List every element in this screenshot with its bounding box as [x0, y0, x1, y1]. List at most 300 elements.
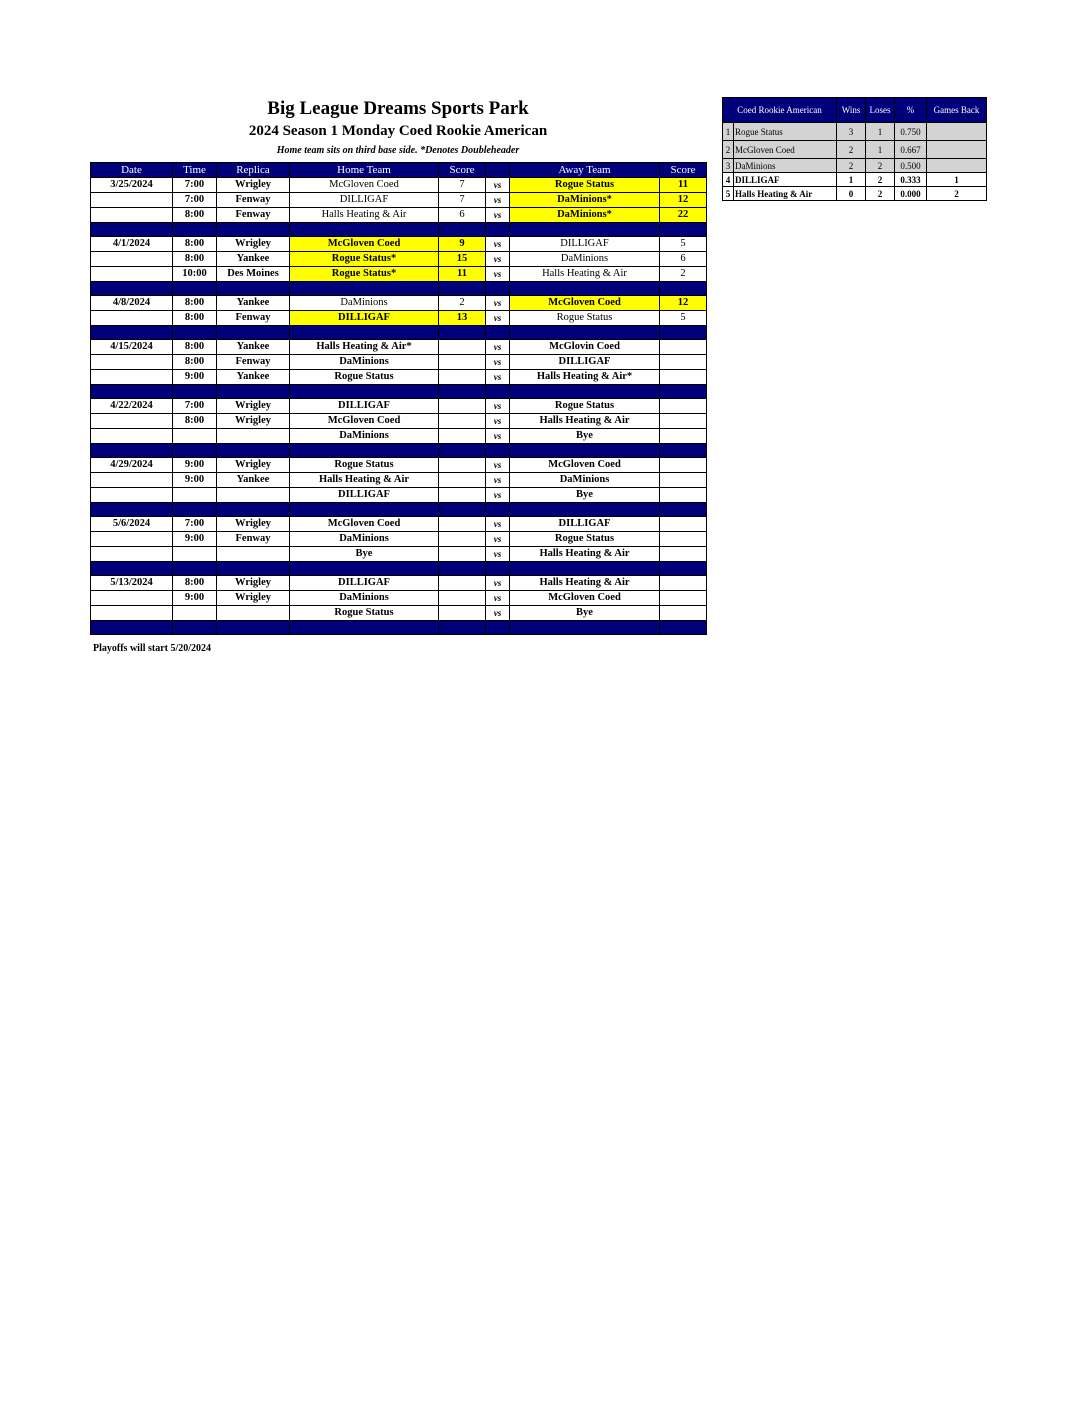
separator-cell: [486, 562, 510, 576]
separator-cell: [91, 562, 173, 576]
game-date: 4/8/2024: [91, 296, 173, 311]
away-score: 12: [660, 193, 707, 208]
game-row: [91, 355, 707, 370]
home-score: 6: [439, 208, 486, 223]
game-time: 8:00: [173, 355, 217, 370]
separator-cell: [290, 326, 439, 340]
vs-label: vs: [486, 355, 510, 370]
game-row: [91, 606, 707, 621]
away-team: Rogue Status: [510, 532, 660, 547]
home-score: [439, 591, 486, 606]
col-date: Date: [91, 163, 173, 178]
separator-cell: [486, 223, 510, 237]
col-away-score: Score: [660, 163, 707, 178]
game-replica: Yankee: [217, 296, 290, 311]
home-score: 11: [439, 267, 486, 282]
game-row: [91, 340, 707, 355]
home-score: [439, 576, 486, 591]
standings-games-back: [927, 159, 987, 173]
separator-cell: [290, 223, 439, 237]
away-score: [660, 414, 707, 429]
schedule-table: [90, 162, 707, 635]
game-row: [91, 296, 707, 311]
home-team: DILLIGAF: [290, 399, 439, 414]
away-score: 5: [660, 311, 707, 326]
game-time: 9:00: [173, 473, 217, 488]
separator-cell: [510, 503, 660, 517]
away-team: McGlovin Coed: [510, 340, 660, 355]
standings-row: [723, 173, 987, 187]
game-replica: Des Moines: [217, 267, 290, 282]
playoffs-note: Playoffs will start 5/20/2024: [93, 643, 212, 654]
away-team: DILLIGAF: [510, 237, 660, 252]
game-time: 7:00: [173, 193, 217, 208]
game-replica: Wrigley: [217, 399, 290, 414]
separator-cell: [217, 385, 290, 399]
vs-label: vs: [486, 473, 510, 488]
home-score: [439, 340, 486, 355]
game-date: [91, 208, 173, 223]
vs-label: vs: [486, 576, 510, 591]
home-score: [439, 532, 486, 547]
game-time: 9:00: [173, 591, 217, 606]
standings-rank: 1: [723, 123, 734, 141]
standings-header-row: [723, 98, 987, 123]
standings-pct: 0.333: [895, 173, 927, 187]
game-replica: Fenway: [217, 208, 290, 223]
separator-cell: [217, 444, 290, 458]
game-date: [91, 311, 173, 326]
separator-cell: [290, 562, 439, 576]
game-row: [91, 547, 707, 562]
home-score: [439, 517, 486, 532]
home-team: DILLIGAF: [290, 193, 439, 208]
home-score: 7: [439, 178, 486, 193]
game-date: 3/25/2024: [91, 178, 173, 193]
away-score: 11: [660, 178, 707, 193]
home-team: Rogue Status: [290, 606, 439, 621]
separator-cell: [510, 562, 660, 576]
separator-cell: [91, 385, 173, 399]
game-replica: Fenway: [217, 193, 290, 208]
standings-loses: 2: [866, 159, 895, 173]
away-team: DILLIGAF: [510, 517, 660, 532]
week-separator-row: [91, 326, 707, 340]
week-separator-row: [91, 444, 707, 458]
away-team: Halls Heating & Air*: [510, 370, 660, 385]
vs-label: vs: [486, 208, 510, 223]
game-date: 4/1/2024: [91, 237, 173, 252]
away-team: Halls Heating & Air: [510, 414, 660, 429]
away-team: Rogue Status: [510, 178, 660, 193]
separator-cell: [173, 385, 217, 399]
standings-games-back: [927, 123, 987, 141]
game-replica: Yankee: [217, 340, 290, 355]
away-score: [660, 591, 707, 606]
game-row: [91, 399, 707, 414]
standings-col-division: Coed Rookie American: [723, 98, 837, 123]
separator-cell: [510, 282, 660, 296]
away-team: DaMinions: [510, 473, 660, 488]
separator-cell: [660, 444, 707, 458]
game-row: [91, 429, 707, 444]
away-team: McGloven Coed: [510, 591, 660, 606]
game-row: [91, 237, 707, 252]
vs-label: vs: [486, 429, 510, 444]
home-score: [439, 488, 486, 503]
separator-cell: [290, 385, 439, 399]
game-row: [91, 370, 707, 385]
home-team: Rogue Status*: [290, 252, 439, 267]
home-team: Rogue Status: [290, 370, 439, 385]
vs-label: vs: [486, 252, 510, 267]
separator-cell: [91, 503, 173, 517]
week-separator-row: [91, 282, 707, 296]
separator-cell: [290, 503, 439, 517]
standings-rank: 3: [723, 159, 734, 173]
standings-wins: 3: [837, 123, 866, 141]
separator-cell: [173, 562, 217, 576]
home-score: [439, 606, 486, 621]
schedule-header-row: [91, 163, 707, 178]
home-team: McGloven Coed: [290, 178, 439, 193]
away-score: [660, 606, 707, 621]
game-date: 5/6/2024: [91, 517, 173, 532]
home-score: 9: [439, 237, 486, 252]
home-score: 7: [439, 193, 486, 208]
game-date: [91, 591, 173, 606]
separator-cell: [439, 326, 486, 340]
game-date: 5/13/2024: [91, 576, 173, 591]
standings-team: McGloven Coed: [734, 141, 837, 159]
separator-cell: [217, 223, 290, 237]
game-row: [91, 517, 707, 532]
separator-cell: [290, 282, 439, 296]
game-replica: Yankee: [217, 252, 290, 267]
separator-cell: [660, 223, 707, 237]
game-time: 9:00: [173, 458, 217, 473]
home-team: DaMinions: [290, 591, 439, 606]
away-score: 2: [660, 267, 707, 282]
away-team: Bye: [510, 606, 660, 621]
separator-cell: [660, 621, 707, 635]
standings-loses: 2: [866, 173, 895, 187]
game-row: [91, 208, 707, 223]
game-date: [91, 370, 173, 385]
separator-cell: [660, 385, 707, 399]
away-team: Halls Heating & Air: [510, 547, 660, 562]
away-team: McGloven Coed: [510, 458, 660, 473]
home-team: Rogue Status: [290, 458, 439, 473]
game-time: 8:00: [173, 311, 217, 326]
home-score: [439, 473, 486, 488]
away-team: Halls Heating & Air: [510, 576, 660, 591]
game-time: 8:00: [173, 414, 217, 429]
separator-cell: [660, 562, 707, 576]
separator-cell: [510, 326, 660, 340]
page-subtitle: 2024 Season 1 Monday Coed Rookie American: [248, 123, 548, 139]
standings-rank: 2: [723, 141, 734, 159]
separator-cell: [217, 326, 290, 340]
away-score: 6: [660, 252, 707, 267]
col-replica: Replica: [217, 163, 290, 178]
col-away-team: Away Team: [510, 163, 660, 178]
home-score: 2: [439, 296, 486, 311]
col-home-score: Score: [439, 163, 486, 178]
away-score: 5: [660, 237, 707, 252]
separator-cell: [91, 326, 173, 340]
game-time: 8:00: [173, 252, 217, 267]
game-time: 7:00: [173, 517, 217, 532]
separator-cell: [173, 621, 217, 635]
standings-wins: 2: [837, 141, 866, 159]
away-team: DILLIGAF: [510, 355, 660, 370]
standings-games-back: 1: [927, 173, 987, 187]
home-team: Halls Heating & Air: [290, 473, 439, 488]
week-separator-row: [91, 503, 707, 517]
away-score: [660, 399, 707, 414]
vs-label: vs: [486, 591, 510, 606]
standings-pct: 0.500: [895, 159, 927, 173]
separator-cell: [660, 503, 707, 517]
home-score: [439, 547, 486, 562]
game-row: [91, 532, 707, 547]
standings-wins: 2: [837, 159, 866, 173]
separator-cell: [439, 385, 486, 399]
standings-team: DaMinions: [734, 159, 837, 173]
standings-row: [723, 187, 987, 201]
away-team: McGloven Coed: [510, 296, 660, 311]
vs-label: vs: [486, 296, 510, 311]
home-team: DILLIGAF: [290, 488, 439, 503]
home-team: DaMinions: [290, 429, 439, 444]
game-replica: [217, 488, 290, 503]
game-replica: Wrigley: [217, 591, 290, 606]
game-replica: Wrigley: [217, 576, 290, 591]
separator-cell: [173, 282, 217, 296]
separator-cell: [173, 326, 217, 340]
game-row: [91, 193, 707, 208]
away-score: [660, 517, 707, 532]
home-score: [439, 355, 486, 370]
away-score: [660, 473, 707, 488]
vs-label: vs: [486, 237, 510, 252]
game-date: 4/29/2024: [91, 458, 173, 473]
game-date: 4/22/2024: [91, 399, 173, 414]
away-team: DaMinions: [510, 252, 660, 267]
away-score: [660, 547, 707, 562]
away-score: [660, 458, 707, 473]
game-row: [91, 267, 707, 282]
game-time: 7:00: [173, 399, 217, 414]
game-time: [173, 429, 217, 444]
game-replica: [217, 606, 290, 621]
away-score: 12: [660, 296, 707, 311]
week-separator-row: [91, 223, 707, 237]
home-score: [439, 458, 486, 473]
game-row: [91, 576, 707, 591]
home-team: DaMinions: [290, 296, 439, 311]
game-time: 7:00: [173, 178, 217, 193]
standings-col-pct: %: [895, 98, 927, 123]
home-team: McGloven Coed: [290, 414, 439, 429]
separator-cell: [439, 444, 486, 458]
away-team: Bye: [510, 429, 660, 444]
standings-col-games-back: Games Back: [927, 98, 987, 123]
standings-wins: 1: [837, 173, 866, 187]
home-team: McGloven Coed: [290, 237, 439, 252]
away-team: DaMinions*: [510, 193, 660, 208]
away-team: Rogue Status: [510, 311, 660, 326]
game-replica: Fenway: [217, 311, 290, 326]
vs-label: vs: [486, 488, 510, 503]
standings-wins: 0: [837, 187, 866, 201]
separator-cell: [439, 562, 486, 576]
game-date: [91, 532, 173, 547]
standings-pct: 0.667: [895, 141, 927, 159]
separator-cell: [510, 621, 660, 635]
game-replica: [217, 429, 290, 444]
home-score: [439, 414, 486, 429]
home-team: Halls Heating & Air*: [290, 340, 439, 355]
vs-label: vs: [486, 340, 510, 355]
separator-cell: [91, 282, 173, 296]
game-date: [91, 473, 173, 488]
standings-row: [723, 159, 987, 173]
standings-team: Halls Heating & Air: [734, 187, 837, 201]
home-team: Rogue Status*: [290, 267, 439, 282]
standings-row: [723, 141, 987, 159]
game-replica: Yankee: [217, 370, 290, 385]
vs-label: vs: [486, 267, 510, 282]
separator-cell: [173, 223, 217, 237]
standings-loses: 2: [866, 187, 895, 201]
home-score: 13: [439, 311, 486, 326]
separator-cell: [486, 444, 510, 458]
schedule-body: [91, 178, 707, 635]
separator-cell: [510, 223, 660, 237]
vs-label: vs: [486, 399, 510, 414]
standings-games-back: [927, 141, 987, 159]
game-replica: [217, 547, 290, 562]
separator-cell: [173, 444, 217, 458]
game-date: [91, 355, 173, 370]
separator-cell: [91, 621, 173, 635]
separator-cell: [217, 503, 290, 517]
standings-team: DILLIGAF: [734, 173, 837, 187]
standings-row: [723, 123, 987, 141]
game-time: [173, 547, 217, 562]
separator-cell: [486, 326, 510, 340]
standings-rank: 5: [723, 187, 734, 201]
game-replica: Fenway: [217, 532, 290, 547]
game-row: [91, 311, 707, 326]
game-row: [91, 591, 707, 606]
vs-label: vs: [486, 517, 510, 532]
game-replica: Wrigley: [217, 178, 290, 193]
game-date: [91, 267, 173, 282]
game-date: [91, 429, 173, 444]
game-row: [91, 473, 707, 488]
standings-rank: 4: [723, 173, 734, 187]
game-row: [91, 414, 707, 429]
away-score: [660, 532, 707, 547]
standings-loses: 1: [866, 141, 895, 159]
separator-cell: [217, 621, 290, 635]
standings-loses: 1: [866, 123, 895, 141]
game-row: [91, 252, 707, 267]
home-team: Bye: [290, 547, 439, 562]
standings-games-back: 2: [927, 187, 987, 201]
separator-cell: [439, 223, 486, 237]
page-title: Big League Dreams Sports Park: [267, 98, 529, 119]
away-team: Bye: [510, 488, 660, 503]
game-time: 10:00: [173, 267, 217, 282]
separator-cell: [290, 621, 439, 635]
game-date: [91, 252, 173, 267]
game-date: [91, 547, 173, 562]
week-separator-row: [91, 621, 707, 635]
game-row: [91, 178, 707, 193]
vs-label: vs: [486, 458, 510, 473]
separator-cell: [439, 282, 486, 296]
separator-cell: [290, 444, 439, 458]
standings-col-loses: Loses: [866, 98, 895, 123]
game-replica: Wrigley: [217, 237, 290, 252]
separator-cell: [486, 385, 510, 399]
game-date: [91, 193, 173, 208]
vs-label: vs: [486, 193, 510, 208]
home-team: Halls Heating & Air: [290, 208, 439, 223]
away-score: [660, 429, 707, 444]
vs-label: vs: [486, 414, 510, 429]
game-time: [173, 488, 217, 503]
separator-cell: [486, 503, 510, 517]
home-team: DaMinions: [290, 355, 439, 370]
game-replica: Yankee: [217, 473, 290, 488]
game-time: 8:00: [173, 576, 217, 591]
away-team: DaMinions*: [510, 208, 660, 223]
standings-team: Rogue Status: [734, 123, 837, 141]
game-date: [91, 414, 173, 429]
game-time: 9:00: [173, 532, 217, 547]
game-date: [91, 606, 173, 621]
separator-cell: [660, 282, 707, 296]
home-team-note: Home team sits on third base side. *Denotes Doubleheader: [276, 145, 520, 156]
game-time: 9:00: [173, 370, 217, 385]
game-date: 4/15/2024: [91, 340, 173, 355]
away-score: [660, 355, 707, 370]
game-time: 8:00: [173, 340, 217, 355]
week-separator-row: [91, 562, 707, 576]
game-row: [91, 488, 707, 503]
standings-table: [722, 97, 987, 201]
away-score: 22: [660, 208, 707, 223]
game-time: 8:00: [173, 208, 217, 223]
away-score: [660, 340, 707, 355]
separator-cell: [510, 385, 660, 399]
separator-cell: [486, 621, 510, 635]
game-replica: Wrigley: [217, 414, 290, 429]
game-replica: Fenway: [217, 355, 290, 370]
home-score: [439, 429, 486, 444]
vs-label: vs: [486, 370, 510, 385]
away-score: [660, 488, 707, 503]
game-row: [91, 458, 707, 473]
home-score: [439, 399, 486, 414]
game-time: 8:00: [173, 296, 217, 311]
col-vs: [486, 163, 510, 178]
